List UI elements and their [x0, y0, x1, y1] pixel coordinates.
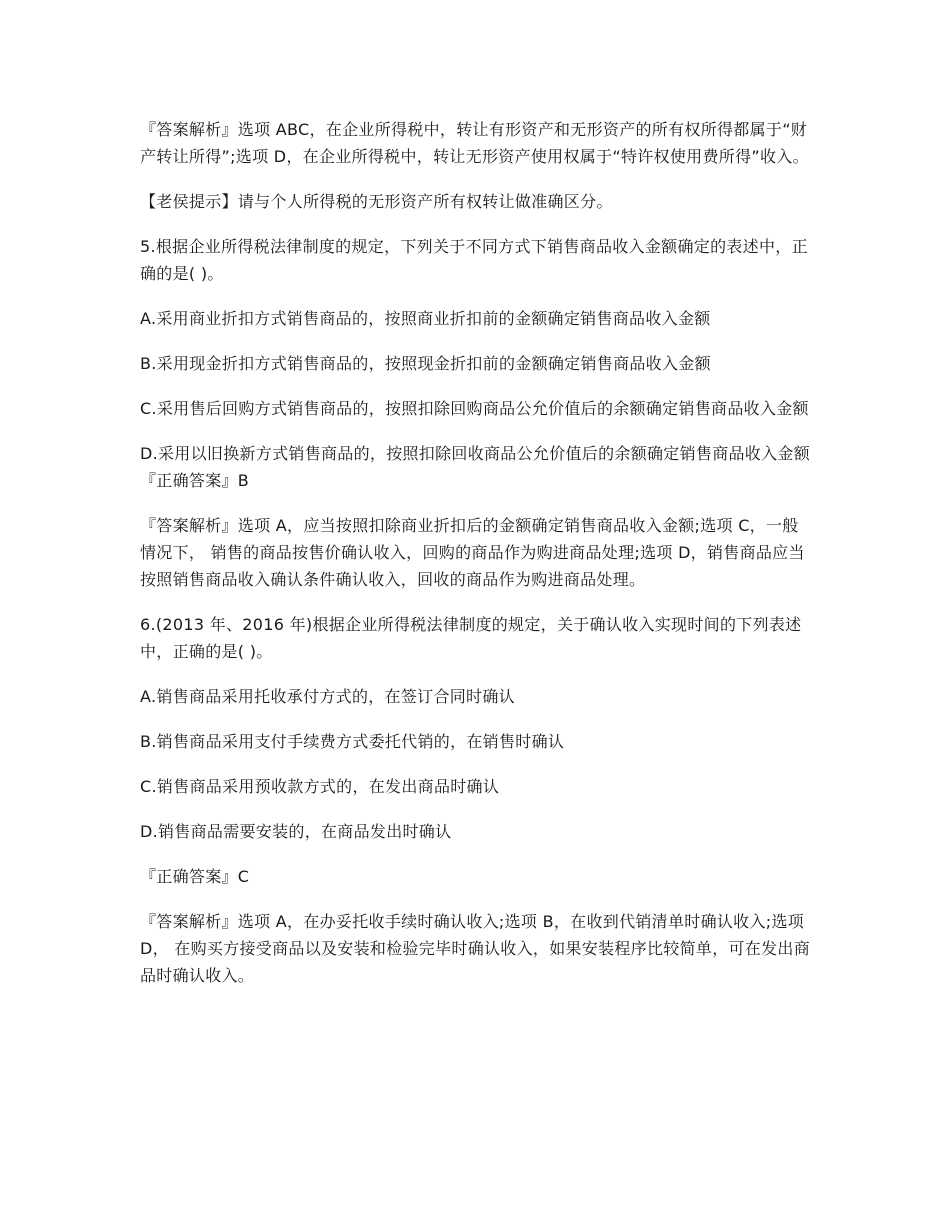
correct-answer-6: 『正确答案』C [140, 867, 250, 886]
question-6-option-c: C.销售商品采用预收款方式的，在发出商品时确认 [140, 777, 500, 796]
question-5-option-c: C.采用售后回购方式销售商品的，按照扣除回购商品公允价值后的余额确定销售商品收入金额 [140, 399, 809, 418]
question-5: 5.根据企业所得税法律制度的规定，下列关于不同方式下销售商品收入金额确定的表述中，正确的是( )。 [140, 237, 808, 283]
question-6: 6.(2013 年、2016 年)根据企业所得税法律制度的规定，关于确认收入实现时间的下列表述中，正确的是( )。 [140, 615, 802, 661]
question-6-option-a: A.销售商品采用托收承付方式的，在签订合同时确认 [140, 687, 515, 706]
answer-explanation-5: 『答案解析』选项 A，应当按照扣除商业折扣后的金额确定销售商品收入金额;选项 C，一般情况下， 销售的商品按售价确认收入，回购的商品作为购进商品处理;选项 D，销售商品应当按照销售商品收入确认条件确认收入，回收的商品作为购进商品处理。 [140, 516, 805, 589]
question-5-option-d: D.采用以旧换新方式销售商品的，按照扣除回收商品公允价值后的余额确定销售商品收入金额 『正确答案』B [140, 444, 811, 490]
answer-explanation-4: 『答案解析』选项 ABC，在企业所得税中，转让有形资产和无形资产的所有权所得都属于“财产转让所得”;选项 D，在企业所得税中，转让无形资产使用权属于“特许权使用费所得”收入。 [140, 120, 809, 166]
document-page [140, 116, 812, 1007]
question-5-option-a: A.采用商业折扣方式销售商品的，按照商业折扣前的金额确定销售商品收入金额 [140, 309, 711, 328]
question-6-option-d: D.销售商品需要安装的，在商品发出时确认 [140, 822, 452, 841]
answer-explanation-6: 『答案解析』选项 A，在办妥托收手续时确认收入;选项 B，在收到代销清单时确认收入;选项 D， 在购买方接受商品以及安装和检验完毕时确认收入，如果安装程序比较简单，可在发出商品时确认收入。 [140, 912, 811, 985]
teacher-tip: 【老侯提示】请与个人所得税的无形资产所有权转让做准确区分。 [140, 192, 613, 211]
question-5-option-b: B.采用现金折扣方式销售商品的，按照现金折扣前的金额确定销售商品收入金额 [140, 354, 711, 373]
question-6-option-b: B.销售商品采用支付手续费方式委托代销的，在销售时确认 [140, 732, 565, 751]
